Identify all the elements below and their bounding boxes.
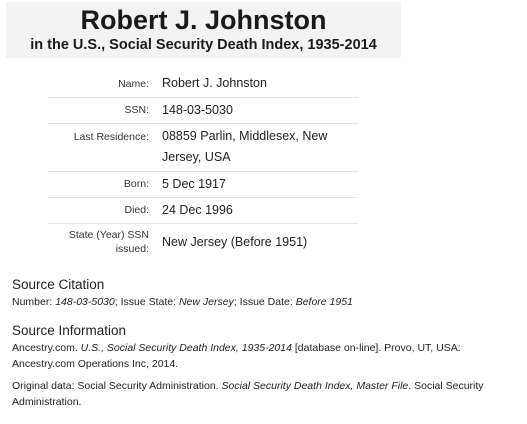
source-citation-text [12, 294, 522, 310]
source-citation-heading: Source Citation [12, 277, 105, 292]
source-info-database-title: U.S., Social Security Death Index, 1935-2014 [80, 342, 292, 354]
field-value: 24 Dec 1996 [162, 197, 358, 223]
field-row-ssn-issued [48, 223, 358, 261]
field-label: Died: [48, 197, 162, 223]
source-information-text [12, 340, 522, 372]
field-row-died [48, 197, 358, 223]
field-label: Born: [48, 171, 162, 197]
original-data-prefix: Original data: Social Security Administration. [12, 380, 222, 392]
citation-date: Before 1951 [295, 296, 353, 308]
field-label: State (Year) SSN issued: [68, 229, 149, 256]
field-value: Robert J. Johnston [162, 71, 358, 97]
field-row-last-residence [48, 123, 358, 171]
original-data-text [12, 378, 522, 410]
record-fields-table [48, 71, 358, 261]
original-data-suffix: . Social Security Administration. [12, 380, 484, 408]
source-information-heading: Source Information [12, 323, 127, 338]
original-data-file-title: Social Security Death Index, Master File [221, 380, 409, 392]
field-label: Name: [48, 71, 162, 97]
field-row-name [48, 71, 358, 97]
citation-date-label: ; Issue Date: [233, 296, 296, 308]
citation-state: New Jersey [178, 296, 234, 308]
field-value: New Jersey (Before 1951) [162, 234, 308, 249]
field-label: SSN: [48, 97, 162, 123]
field-row-ssn [48, 97, 358, 123]
source-citation-section [12, 276, 522, 310]
source-information-section [12, 322, 522, 410]
record-name: Robert J. Johnston [80, 5, 327, 35]
citation-number-label: Number: [12, 296, 56, 308]
field-label: Last Residence: [48, 123, 162, 171]
citation-number: 148-03-5030 [55, 296, 115, 308]
source-info-publisher: Ancestry.com. [12, 342, 81, 354]
field-value: 148-03-5030 [162, 97, 358, 123]
citation-state-label: ; Issue State: [114, 296, 179, 308]
field-value: 5 Dec 1917 [162, 171, 358, 197]
field-value: 08859 Parlin, Middlesex, New Jersey, USA [162, 123, 358, 171]
collection-title: in the U.S., Social Security Death Index, 1935-2014 [30, 37, 377, 53]
source-info-publication: [database on-line]. Provo, UT, USA: Ancestry.com Operations Inc, 2014. [12, 342, 461, 370]
field-row-born [48, 171, 358, 197]
